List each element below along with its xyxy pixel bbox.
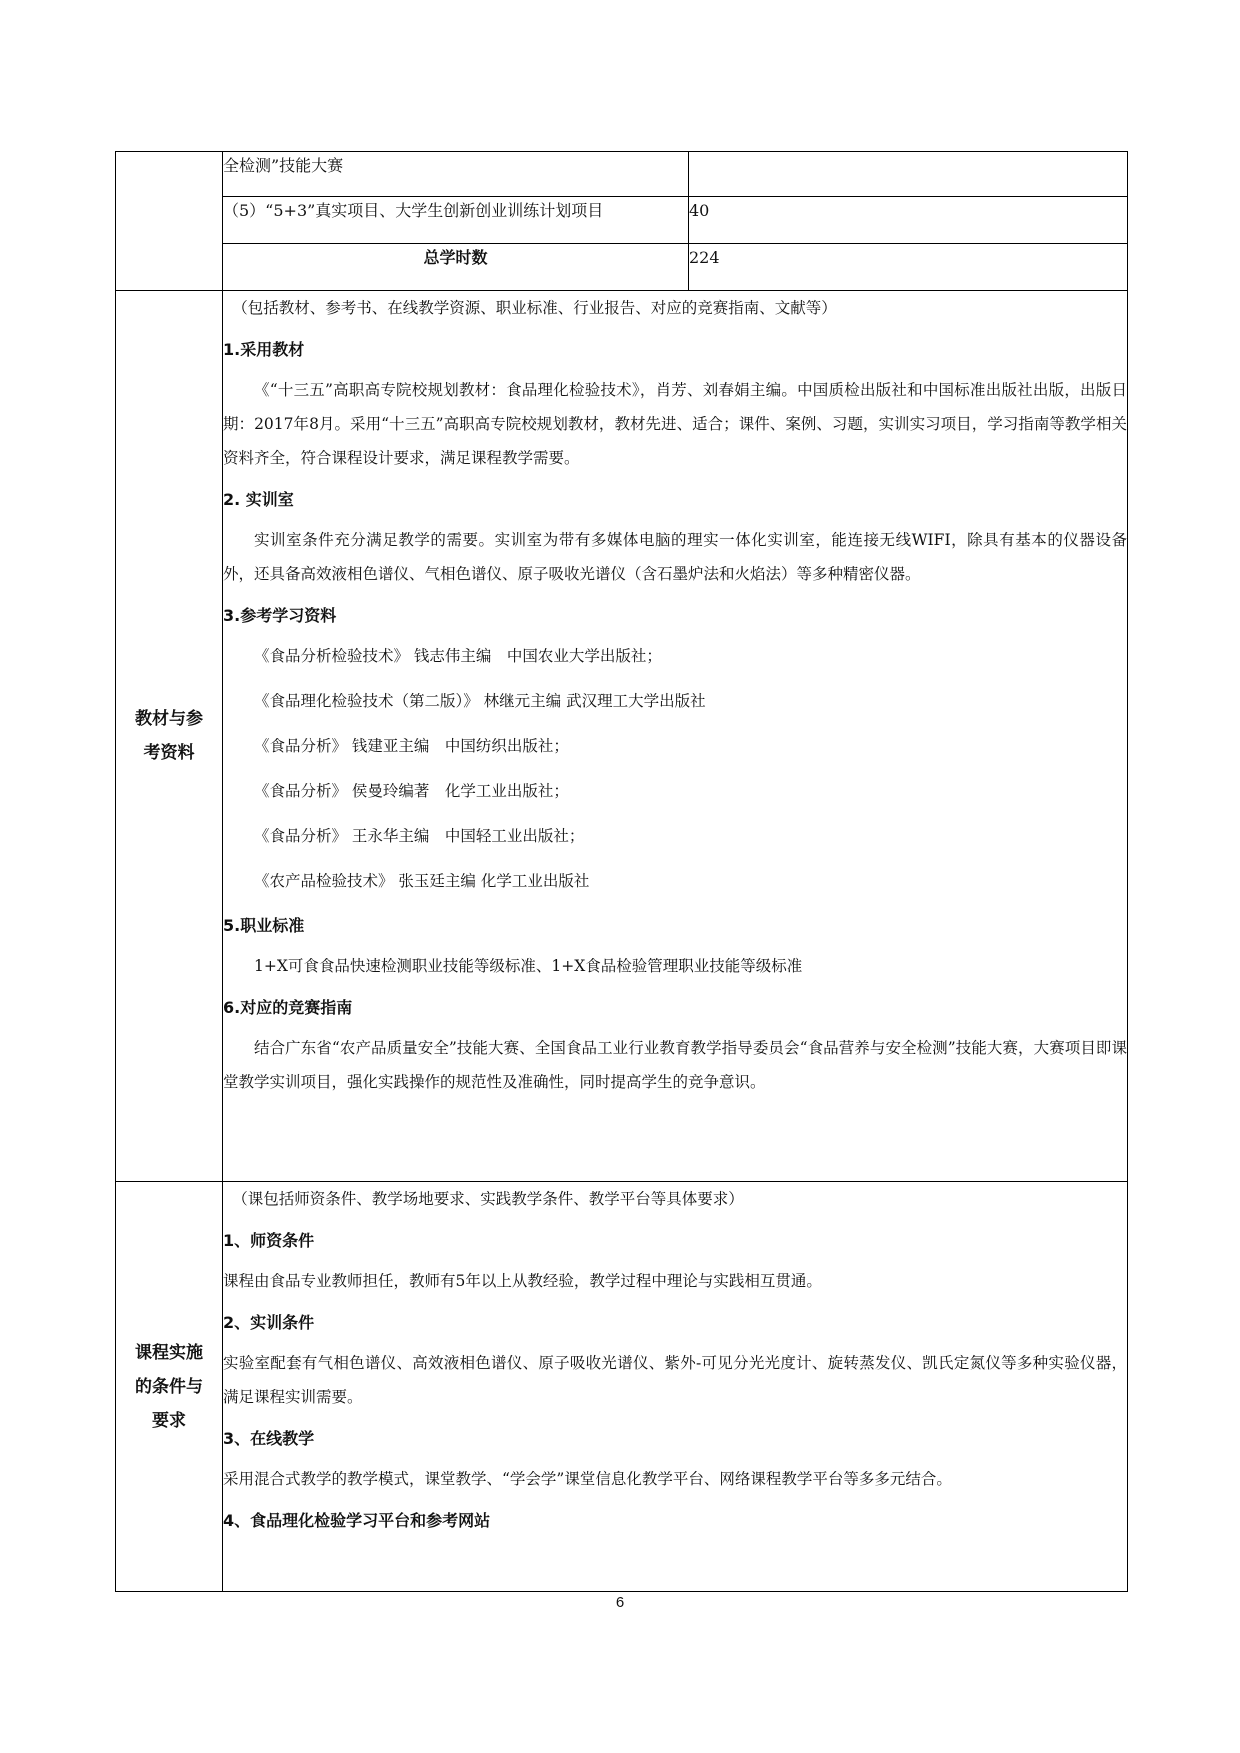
row-label-empty — [116, 152, 223, 291]
materials-intro: （包括教材、参考书、在线教学资源、职业标准、行业报告、对应的竞赛指南、文献等） — [232, 299, 837, 317]
teacher-heading: 1、师资条件 — [223, 1231, 315, 1250]
materials-label-line2: 考资料 — [143, 743, 195, 763]
table-row — [116, 152, 1128, 197]
competition-heading: 6.对应的竞赛指南 — [223, 998, 353, 1017]
teacher-text: 课程由食品专业教师担任，教师有5年以上从教经验，教学过程中理论与实践相互贯通。 — [223, 1272, 822, 1290]
competition-text: 结合广东省“农产品质量安全”技能大赛、全国食品工业行业教育教学指导委员会“食品营养与安全检测”技能大赛，大赛项目即课堂教学实训项目，强化实践操作的规范性及准确性，同时提高学生的竞争意识。 — [223, 1039, 1127, 1091]
materials-label-line1: 教材与参 — [135, 709, 203, 729]
training-text: 实验室配套有气相色谱仪、高效液相色谱仪、原子吸收光谱仪、紫外-可见分光光度计、旋转蒸发仪、凯氏定氮仪等多种实验仪器，满足课程实训需要。 — [223, 1354, 1127, 1406]
standards-text: 1+X可食食品快速检测职业技能等级标准、1+X食品检验管理职业技能等级标准 — [254, 957, 803, 975]
implementation-label-line3: 要求 — [152, 1410, 186, 1431]
reference-item: 《食品分析》 侯曼玲编著 化学工业出版社； — [254, 782, 569, 800]
reference-item: 《食品分析检验技术》 钱志伟主编 中国农业大学出版社； — [254, 647, 662, 665]
online-heading: 3、在线教学 — [223, 1429, 315, 1448]
platform-heading: 4、食品理化检验学习平台和参考网站 — [223, 1511, 491, 1530]
course-table — [115, 151, 1128, 1592]
implementation-label-line2: 的条件与 — [135, 1376, 203, 1397]
materials-label — [116, 291, 223, 1182]
textbook-text: 《“十三五”高职高专院校规划教材：食品理化检验技术》，肖芳、刘春娟主编。中国质检出版社和中国标准出版社出版，出版日期：2017年8月。采用“十三五”高职高专院校规划教材，教材先进、适合；课件、案例、习题，实训实习项目，学习指南等教学相关资料齐全，符合课程设计要求，满足课程教学需要。 — [223, 381, 1127, 467]
implementation-row — [116, 1182, 1128, 1592]
standards-heading: 5.职业标准 — [223, 916, 305, 935]
references-heading: 3.参考学习资料 — [223, 606, 337, 625]
online-text: 采用混合式教学的教学模式，课堂教学、“学会学”课堂信息化教学平台、网络课程教学平台等多多元结合。 — [223, 1470, 952, 1488]
textbook-heading: 1.采用教材 — [223, 340, 305, 359]
reference-item: 《食品分析》 王永华主编 中国轻工业出版社； — [254, 827, 585, 845]
materials-content — [223, 291, 1128, 1182]
total-hours-value: 224 — [689, 244, 1128, 291]
item-cell: 全检测”技能大赛 — [223, 152, 689, 197]
reference-item: 《食品分析》 钱建亚主编 中国纺织出版社； — [254, 737, 569, 755]
page-number: 6 — [615, 1594, 625, 1611]
lab-heading: 2. 实训室 — [223, 490, 294, 509]
item-cell: （5）“5+3”真实项目、大学生创新创业训练计划项目 — [223, 197, 689, 244]
hours-cell: 40 — [689, 197, 1128, 244]
training-heading: 2、实训条件 — [223, 1313, 315, 1332]
materials-row — [116, 291, 1128, 1182]
table-row — [116, 197, 1128, 244]
table-row — [116, 244, 1128, 291]
hours-cell — [689, 152, 1128, 197]
reference-item: 《食品理化检验技术（第二版）》 林继元主编 武汉理工大学出版社 — [254, 692, 706, 710]
reference-item: 《农产品检验技术》 张玉廷主编 化学工业出版社 — [254, 872, 590, 890]
implementation-intro: （课包括师资条件、教学场地要求、实践教学条件、教学平台等具体要求） — [232, 1190, 744, 1208]
implementation-content — [223, 1182, 1128, 1592]
total-hours-label: 总学时数 — [223, 244, 689, 291]
implementation-label-line1: 课程实施 — [135, 1342, 203, 1363]
lab-text: 实训室条件充分满足教学的需要。实训室为带有多媒体电脑的理实一体化实训室，能连接无线WIFI，除具有基本的仪器设备外，还具备高效液相色谱仪、气相色谱仪、原子吸收光谱仪（含石墨炉法和火焰法）等多种精密仪器。 — [223, 531, 1127, 583]
implementation-label — [116, 1182, 223, 1592]
